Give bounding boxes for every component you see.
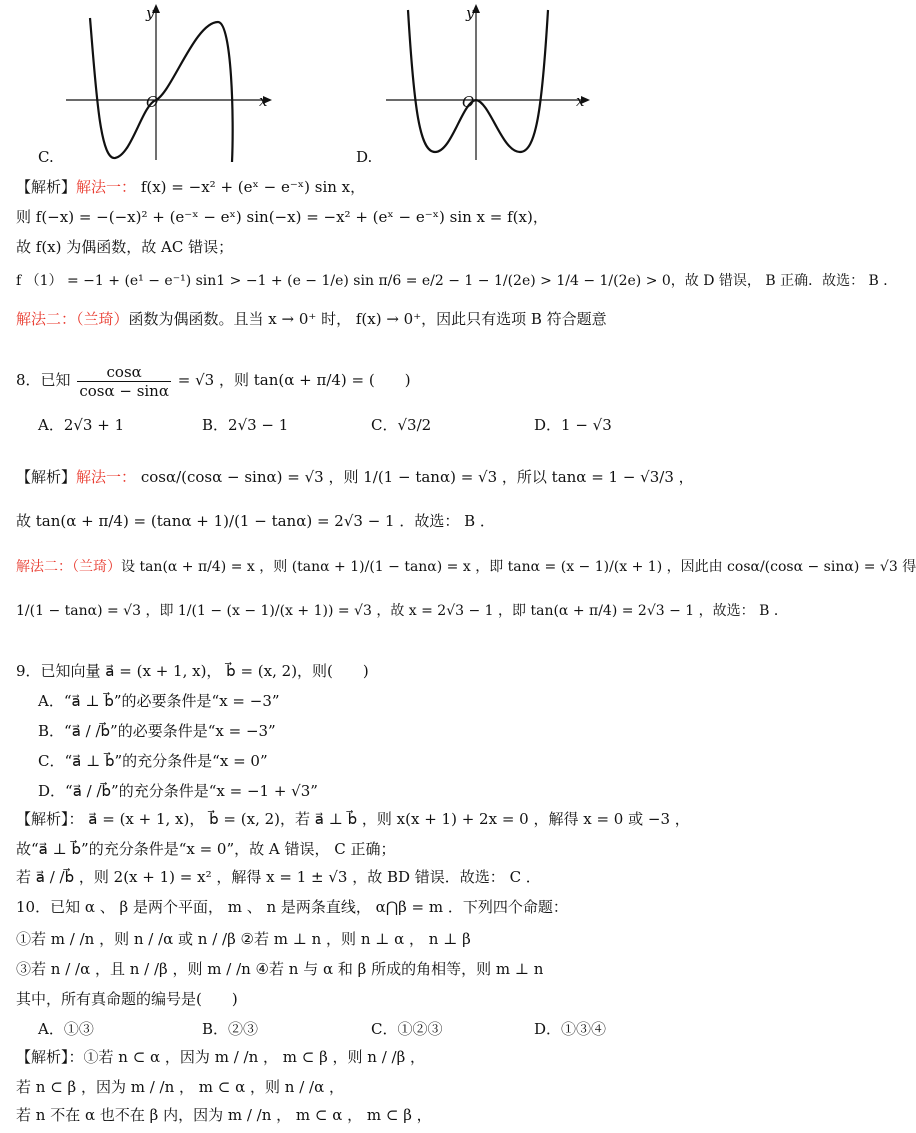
method2-text: 函数为偶函数。且当 x → 0⁺ 时， f(x) → 0⁺，因此只有选项 B 符合题意 <box>128 310 607 328</box>
method1-label: 解法一： <box>76 178 137 196</box>
q9-solution-line1: 【解析】： a⃗ = (x + 1, x)， b⃗ = (x, 2)，若 a⃗ ⊥ b⃗ ，则 x(x + 1) + 2x = 0 ，解得 x = 0 或 −3 ， <box>16 810 690 828</box>
q8-s2-text: 设 tan(α + π/4) = x ，则 (tanα + 1)/(1 − tanα) = x ，即 tanα = (x − 1)/(x + 1) ，因此由 cosα/(cosα − sinα) = √3 得 <box>121 559 916 575</box>
graph-c-origin: O <box>146 93 159 111</box>
q9-solution-line3: 若 a⃗ / /b⃗ ，则 2(x + 1) = x² ，解得 x = 1 ± √3 ，故 BD 错误．故选： C ． <box>16 868 541 886</box>
method1-label: 解法一： <box>76 468 137 486</box>
graph-c-ylabel: y <box>146 4 155 22</box>
q10-propositions-2: ③若 n / /α ，且 n / /β ，则 m / /n ④若 n 与 α 和 β 所成的角相等，则 m ⊥ n <box>16 960 544 978</box>
method2-label: 解法二：（兰琦） <box>16 310 129 328</box>
q10-solution-line1: 【解析】：①若 n ⊂ α ，因为 m / /n ， m ⊂ β ，则 n / /β ， <box>16 1048 426 1066</box>
q8-s1-text: cosα/(cosα − sinα) = √3 ，则 1/(1 − tanα) = √3 ，所以 tanα = 1 − √3/3 ， <box>140 468 694 486</box>
graph-d-xlabel: x <box>576 92 585 110</box>
fraction-numerator: cosα <box>77 363 171 382</box>
graph-c <box>60 0 280 165</box>
q8-stem-fraction <box>77 363 171 400</box>
q8-option-b: B．2√3 − 1 <box>202 416 289 434</box>
q8-method2-line2: 1/(1 − tanα) = √3 ，即 1/(1 − (x − 1)/(x + 1)) = √3 ，故 x = 2√3 − 1 ，即 tan(α + π/4) = 2√3 − 1 ，故选： B ． <box>16 603 788 619</box>
option-d-label: D. <box>356 148 373 166</box>
graph-d-ylabel: y <box>466 4 475 22</box>
q7-solution-line1 <box>16 176 365 198</box>
q10-propositions-1: ①若 m / /n ，则 n / /α 或 n / /β ②若 m ⊥ n ，则 n ⊥ α ， n ⊥ β <box>16 930 471 948</box>
q8-stem <box>16 360 411 400</box>
graph-c-xlabel: x <box>259 92 268 110</box>
q10-solution-line2: 若 n ⊂ β ，因为 m / /n ， m ⊂ α ，则 n / /α ， <box>16 1078 345 1096</box>
q8-option-c: C．√3/2 <box>371 416 432 434</box>
q10-option-b: B．②③ <box>202 1020 259 1038</box>
fraction-denominator: cosα − sinα <box>79 381 169 400</box>
q7-solution-line3: 故 f(x) 为偶函数，故 AC 错误； <box>16 238 234 256</box>
q10-stem: 10．已知 α 、 β 是两个平面， m 、 n 是两条直线， α⋂β = m ．下列四个命题： <box>16 898 568 916</box>
q10-option-a: A．①③ <box>38 1020 94 1038</box>
q7-solution-line2: 则 f(−x) = −(−x)² + (e⁻ˣ − eˣ) sin(−x) = −x² + (eˣ − e⁻ˣ) sin x = f(x)， <box>16 208 548 226</box>
solution-tag: 【解析】 <box>16 468 77 486</box>
q9-stem: 9．已知向量 a⃗ = (x + 1, x)， b⃗ = (x, 2)，则( ) <box>16 662 369 680</box>
q8-option-a: A．2√3 + 1 <box>38 416 125 434</box>
curve-c <box>90 18 233 162</box>
q9-option-d: D．“a⃗ / /b⃗”的充分条件是“x = −1 + √3” <box>38 782 318 800</box>
q8-solution-line2: 故 tan(α + π/4) = (tanα + 1)/(1 − tanα) = 2√3 − 1 ．故选： B ． <box>16 512 495 530</box>
q9-option-c: C．“a⃗ ⊥ b⃗”的充分条件是“x = 0” <box>38 752 268 770</box>
q8-stem-prefix: 8．已知 <box>16 371 71 389</box>
q10-option-c: C．①②③ <box>371 1020 443 1038</box>
q9-option-b: B．“a⃗ / /b⃗”的必要条件是“x = −3” <box>38 722 276 740</box>
q9-option-a: A．“a⃗ ⊥ b⃗”的必要条件是“x = −3” <box>38 692 280 710</box>
q8-method2 <box>16 556 916 578</box>
q10-ask: 其中，所有真命题的编号是( ) <box>16 990 238 1008</box>
q7-line1-text: f(x) = −x² + (eˣ − e⁻ˣ) sin x， <box>140 178 366 196</box>
graph-d-origin: O <box>462 93 475 111</box>
option-c-label: C. <box>38 148 54 166</box>
method2-label: 解法二：（兰琦） <box>16 559 121 575</box>
q7-method2 <box>16 308 607 330</box>
q8-stem-suffix: = √3 ，则 tan(α + π/4) = ( ) <box>177 371 411 389</box>
q10-solution-line3: 若 n 不在 α 也不在 β 内，因为 m / /n ， m ⊂ α ， m ⊂ β ， <box>16 1106 432 1124</box>
graph-d <box>380 0 600 165</box>
q10-option-d: D．①③④ <box>534 1020 607 1038</box>
q8-solution-line1 <box>16 466 694 488</box>
q9-solution-line2: 故“a⃗ ⊥ b⃗”的充分条件是“x = 0”，故 A 错误， C 正确； <box>16 840 396 858</box>
solution-tag: 【解析】 <box>16 178 77 196</box>
curve-d <box>408 10 548 152</box>
q7-solution-line4: f （1） = −1 + (e¹ − e⁻¹) sin1 > −1 + (e − 1/e) sin π/6 = e/2 − 1 − 1/(2e) > 1/4 − 1/(2e) > 0，故 D 错误， B 正确．故选： B ． <box>16 273 898 289</box>
q8-option-d: D．1 − √3 <box>534 416 612 434</box>
